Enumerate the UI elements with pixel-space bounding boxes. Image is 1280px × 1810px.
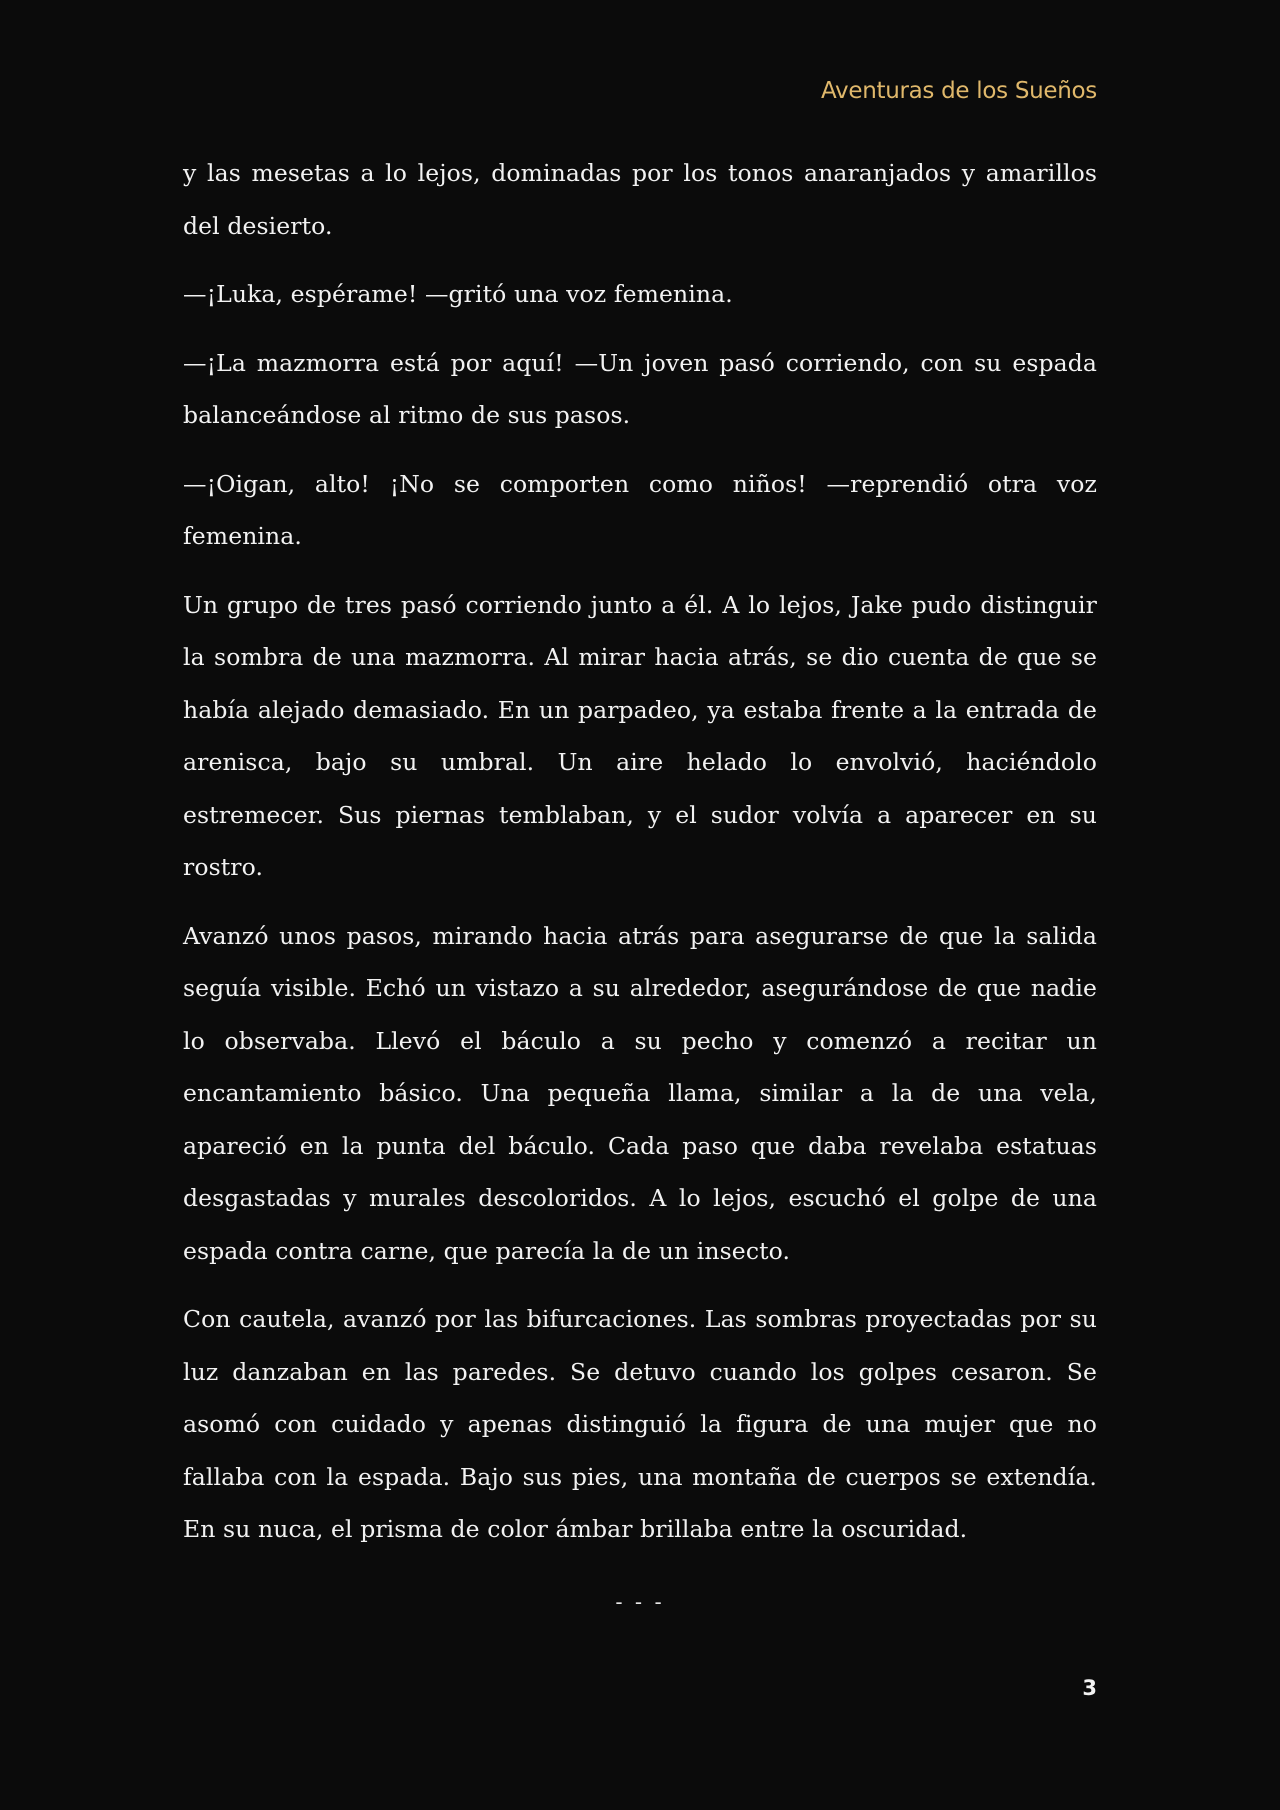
paragraph: Avanzó unos pasos, mirando hacia atrás para asegurarse de que la salida seguía visible. Echó un vistazo a su alrededor, asegurándose de que nadie lo observaba. Llevó el báculo a su pecho y comenzó a recitar un encantamiento básico. Una pequeña llama, similar a la de una vela, apareció en la punta del báculo. Cada paso que daba revelaba estatuas desgastadas y murales descoloridos. A lo lejos, escuchó el golpe de una espada contra carne, que parecía la de un insecto. [183, 921, 1097, 1265]
paragraph: y las mesetas a lo lejos, dominadas por los tonos anaranjados y amarillos del desierto. [183, 159, 1097, 240]
paragraph: —¡Luka, espérame! —gritó una voz femenina. [183, 280, 733, 308]
page-number: 3 [1082, 1676, 1097, 1700]
paragraph: —¡La mazmorra está por aquí! —Un joven pasó corriendo, con su espada balanceándose al ritmo de sus pasos. [183, 348, 1097, 429]
paragraph: Con cautela, avanzó por las bifurcaciones. Las sombras proyectadas por su luz danzaban en las paredes. Se detuvo cuando los golpes cesaron. Se asomó con cuidado y apenas distinguió la figura de una mujer que no fallaba con la espada. Bajo sus pies, una montaña de cuerpos se extendía. En su nuca, el prisma de color ámbar brillaba entre la oscuridad. [183, 1305, 1097, 1543]
paragraph: Un grupo de tres pasó corriendo junto a él. A lo lejos, Jake pudo distinguir la sombra de una mazmorra. Al mirar hacia atrás, se dio cuenta de que se había alejado demasiado. En un parpadeo, ya estaba frente a la entrada de arenisca, bajo su umbral. Un aire helado lo envolvió, haciéndolo estremecer. Sus piernas temblaban, y el sudor volvía a aparecer en su rostro. [183, 590, 1097, 881]
chapter-body [183, 147, 1097, 1572]
scene-break-divider: - - - [615, 1590, 665, 1614]
running-header-title: Aventuras de los Sueños [820, 78, 1097, 104]
paragraph: —¡Oigan, alto! ¡No se comporten como niños! —reprendió otra voz femenina. [183, 469, 1097, 550]
